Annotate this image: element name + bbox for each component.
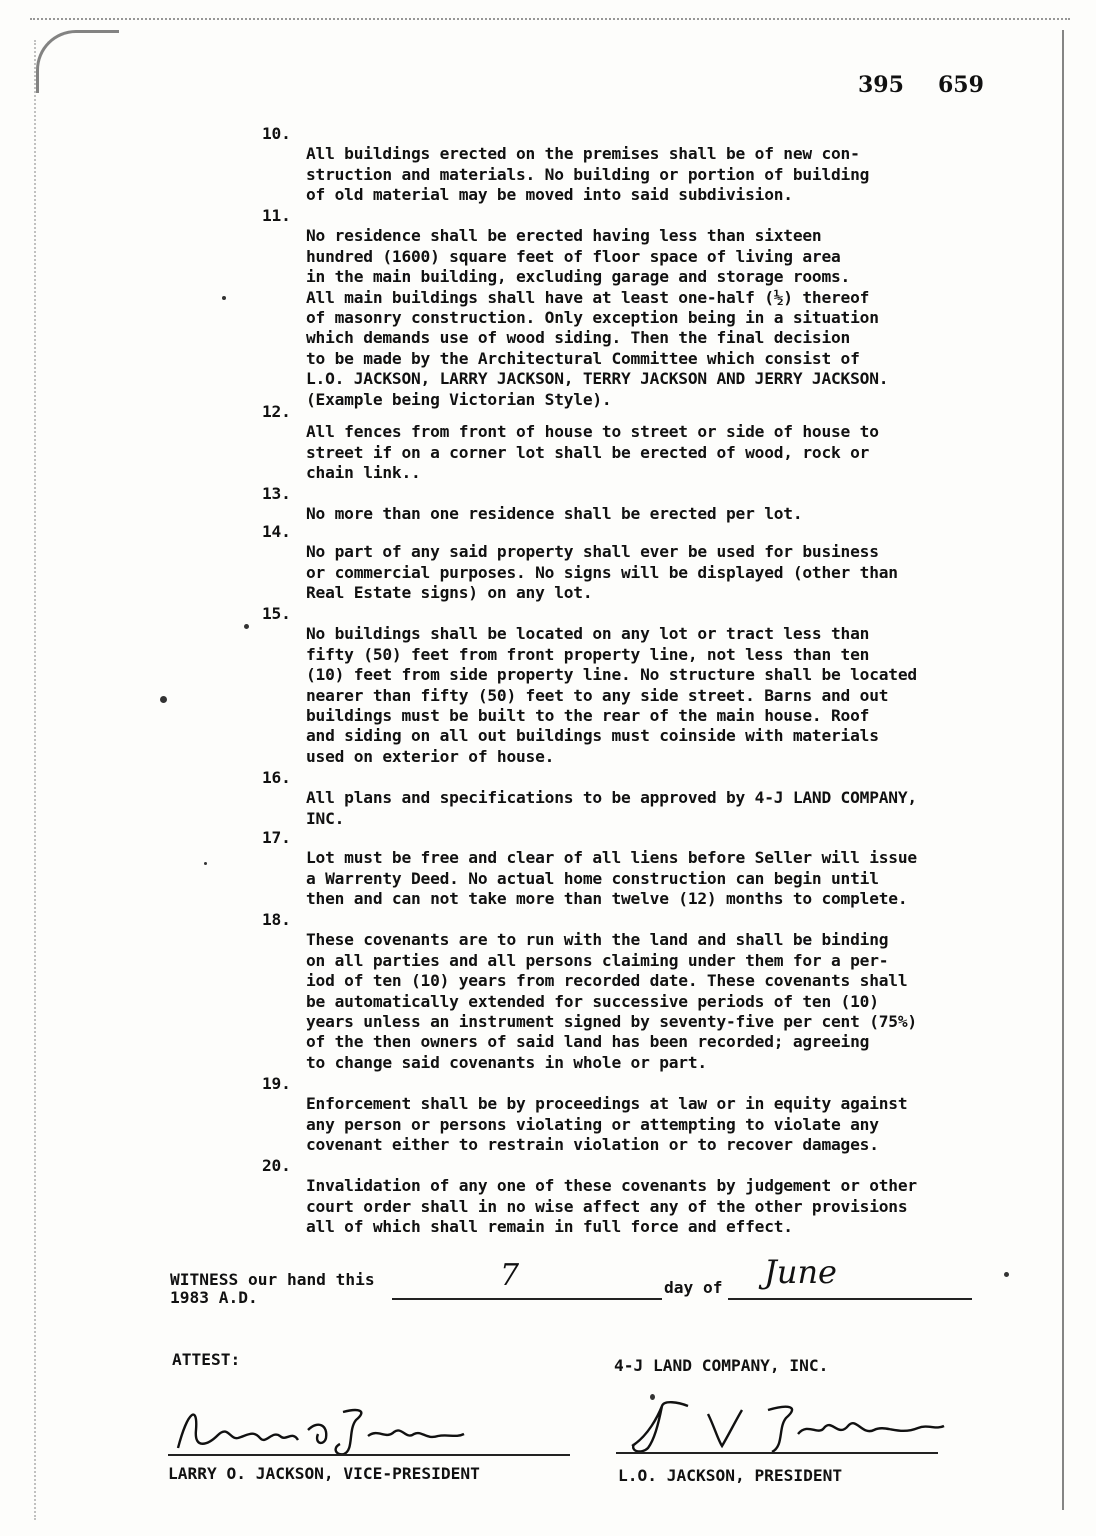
clause-number: 17. bbox=[262, 828, 291, 847]
month-blank-line bbox=[728, 1298, 972, 1300]
signature-lo-jackson bbox=[618, 1396, 948, 1460]
clause-text: No buildings shall be located on any lot or tract less than fifty (50) feet from front property line, not less than ten (10) feet from side property line. No structure shall be located nearer than fifty (50) feet to any side street. Barns and out buildings must be built to the rear of the main house. Roof and siding on all out buildings must coinside with materials used on exterior of house. bbox=[306, 624, 917, 766]
clause-14 bbox=[262, 522, 898, 604]
clause-13 bbox=[262, 484, 802, 525]
scan-speck bbox=[1004, 1272, 1009, 1277]
clause-number: 18. bbox=[262, 910, 291, 929]
scan-edge-right bbox=[1062, 30, 1066, 1510]
printed-name-president: L.O. JACKSON, PRESIDENT bbox=[618, 1466, 843, 1485]
scan-corner-curl bbox=[36, 30, 119, 93]
clause-number: 10. bbox=[262, 124, 291, 143]
clause-text: No part of any said property shall ever be used for business or commercial purposes. No signs will be displayed (other than Real Estate signs) on any lot. bbox=[306, 542, 898, 603]
witness-month-handwritten: June bbox=[764, 1253, 837, 1291]
clause-19 bbox=[262, 1074, 907, 1156]
day-blank-line bbox=[392, 1298, 662, 1300]
scan-speck bbox=[222, 296, 226, 300]
clause-10 bbox=[262, 124, 869, 206]
scan-edge-top bbox=[30, 18, 1070, 22]
clause-text: No residence shall be erected having less than sixteen hundred (1600) square feet of floor space of living area in the main building, excluding garage and storage rooms. All main buildings shall have at least one-half (½) thereof of masonry construction. Only exception being in a situation which demands use of wood siding. Then the final decision to be made by the Architectural Committee which consist of L.O. JACKSON, LARRY JACKSON, TERRY JACKSON AND JERRY JACKSON. (Example being Victorian Style). bbox=[306, 226, 889, 409]
clause-text: All plans and specifications to be approved by 4-J LAND COMPANY, INC. bbox=[306, 788, 917, 828]
clause-12 bbox=[262, 402, 879, 484]
clause-number: 13. bbox=[262, 484, 291, 503]
clause-number: 16. bbox=[262, 768, 291, 787]
scan-speck bbox=[160, 696, 167, 703]
scan-edge-left bbox=[34, 40, 38, 1520]
clause-16 bbox=[262, 768, 917, 829]
clause-11 bbox=[262, 206, 888, 410]
scan-speck bbox=[650, 1394, 655, 1400]
clause-15 bbox=[262, 604, 917, 767]
clause-text: All buildings erected on the premises shall be of new con- struction and materials. No building or portion of building of old material may be moved into said subdivision. bbox=[306, 144, 870, 205]
witness-year: 1983 A.D. bbox=[170, 1288, 258, 1307]
clause-number: 12. bbox=[262, 402, 291, 421]
scan-speck bbox=[244, 624, 249, 629]
clause-17 bbox=[262, 828, 917, 910]
witness-day-handwritten: 7 bbox=[500, 1258, 520, 1293]
clause-number: 11. bbox=[262, 206, 291, 225]
scan-speck bbox=[204, 862, 207, 865]
clause-text: All fences from front of house to street or side of house to street if on a corner lot shall be erected of wood, rock or chain link.. bbox=[306, 422, 879, 483]
clause-text: Invalidation of any one of these covenants by judgement or other court order shall in no wise affect any of the other provisions all of which shall remain in full force and effect. bbox=[306, 1176, 917, 1237]
company-name: 4-J LAND COMPANY, INC. bbox=[614, 1356, 829, 1375]
signature-line-right bbox=[616, 1452, 938, 1454]
clause-text: Enforcement shall be by proceedings at law or in equity against any person or persons violating or attempting to violate any covenant either to restrain violation or to recover damages. bbox=[306, 1094, 908, 1155]
clause-number: 15. bbox=[262, 604, 291, 623]
clause-text: These covenants are to run with the land and shall be binding on all parties and all persons claiming under them for a per- iod of ten (10) years from recorded date. These covenants shall be automatically extended for successive periods of ten (10) years unless an instrument signed by seventy-five per cent (75%) of the then owners of said land has been recorded; agreeing to change said covenants in whole or part. bbox=[306, 930, 917, 1072]
clause-number: 20. bbox=[262, 1156, 291, 1175]
attest-label: ATTEST: bbox=[172, 1350, 241, 1369]
page-number-book: 395 bbox=[858, 72, 904, 98]
clause-18 bbox=[262, 910, 917, 1073]
clause-number: 19. bbox=[262, 1074, 291, 1093]
clause-text: Lot must be free and clear of all liens before Seller will issue a Warrenty Deed. No actual home construction can begin until then and can not take more than twelve (12) months to complete. bbox=[306, 848, 917, 909]
witness-prefix: WITNESS our hand this bbox=[170, 1270, 375, 1289]
page-number-page: 659 bbox=[938, 72, 984, 98]
clause-text: No more than one residence shall be erected per lot. bbox=[306, 504, 803, 524]
signature-larry-jackson bbox=[168, 1400, 468, 1460]
printed-name-vice-president: LARRY O. JACKSON, VICE-PRESIDENT bbox=[168, 1464, 480, 1483]
clause-number: 14. bbox=[262, 522, 291, 541]
day-of-label: day of bbox=[664, 1278, 723, 1297]
clause-20 bbox=[262, 1156, 917, 1238]
signature-line-left bbox=[168, 1454, 570, 1456]
